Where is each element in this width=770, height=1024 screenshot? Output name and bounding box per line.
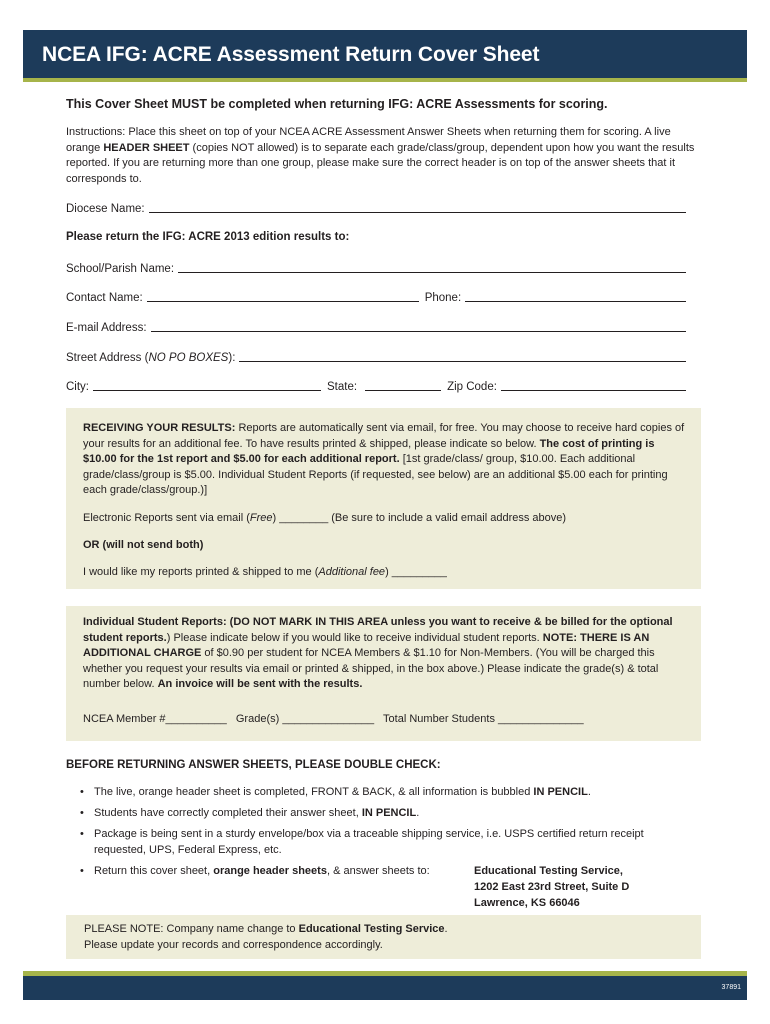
checklist-item: • Return this cover sheet, orange header sheets, & answer sheets to: [80,865,430,877]
individual-reports-panel [66,606,701,741]
email-field-row [66,318,688,334]
form-code: 37891 [721,984,741,991]
street-field-row [66,348,688,364]
contact-field-row [66,288,688,304]
state-label: State: [327,381,358,393]
school-input-line[interactable] [178,272,686,273]
phone-input-line[interactable] [465,301,686,302]
member-grade-count-line[interactable]: NCEA Member #__________ Grade(s) _______________ Total Number Students ______________ [83,713,584,725]
instructions-text-2: (copies NOT allowed) is to separate each grade/class/group, dependent upon how you want the results reported. If you are returning more than one group, please make sure the correct header is on top of the answer sheets that it corresponds to. [66,141,695,185]
checklist-item: • Students have correctly completed their answer sheet, IN PENCIL. [80,807,420,819]
email-label: E-mail Address: [66,322,147,334]
diocese-input-line[interactable] [149,212,686,213]
phone-label: Phone: [424,292,462,304]
header-bar [23,30,747,78]
street-input-line[interactable] [239,361,686,362]
diocese-field-row [66,199,688,215]
city-input-line[interactable] [93,390,321,391]
company-name-note: PLEASE NOTE: Company name change to Educational Testing Service. Please update your records and correspondence accordingly. [66,915,701,959]
state-input-line[interactable] [365,390,441,391]
or-note: OR (will not send both) [83,539,204,551]
street-label: Street Address (NO PO BOXES): [66,352,236,364]
page-title: NCEA IFG: ACRE Assessment Return Cover Sheet [42,43,540,66]
instructions-bold: HEADER SHEET [103,141,190,154]
contact-label: Contact Name: [66,292,143,304]
school-label: School/Parish Name: [66,263,175,275]
receiving-results-text: RECEIVING YOUR RESULTS: Reports are automatically sent via email, for free. You may choose to receive hard copies of your results for an additional fee. To have results printed & shipped, please indicate so below. The cost of printing is $10.00 for the 1st report and $5.00 for each additional report. [1st grade/class/ group, $10.00. Each additional grade/class/group is $5.00. Individual Student Reports (if requested, see below) are an additional $5.00 each for printing each grade/class/group.)] [83,422,685,496]
instructions [66,125,696,187]
zip-label: Zip Code: [447,381,497,393]
electronic-reports-option[interactable]: Electronic Reports sent via email (Free) ________ (Be sure to include a valid email address above) [83,512,567,524]
diocese-label: Diocese Name: [66,203,145,215]
return-address: Educational Testing Service, 1202 East 23rd Street, Suite D Lawrence, KS 66046 [474,865,630,909]
individual-reports-text: Individual Student Reports: (DO NOT MARK IN THIS AREA unless you want to receive & be billed for the optional student reports.) Please indicate below if you would like to receive individual student reports. NOTE: THERE IS AN ADDITIONAL CHARGE of $0.90 per student for NCEA Members & $1.10 for Non-Members. (You will be charged this whether you request your results via email or printed & shipped, in the box above.) Please indicate the grade(s) & total number below. An invoice will be sent with the results. [83,616,673,690]
checklist-item: • The live, orange header sheet is completed, FRONT & BACK, & all information is bubbled IN PENCIL. [80,786,591,798]
instructions-text-1: Instructions: Place this sheet on top of your NCEA ACRE Assessment Answer Sheets when returning them for scoring. A live orange [66,126,671,154]
return-results-heading: Please return the IFG: ACRE 2013 edition results to: [66,231,350,243]
contact-input-line[interactable] [147,301,419,302]
email-input-line[interactable] [151,331,686,332]
lead-statement: This Cover Sheet MUST be completed when returning IFG: ACRE Assessments for scoring. [66,97,608,111]
city-state-zip-row [66,377,688,393]
zip-input-line[interactable] [501,390,686,391]
checklist-item: • Package is being sent in a sturdy envelope/box via a traceable shipping service, i.e. USPS certified return receipt requested, UPS, Federal Express, etc. [80,828,644,856]
printed-reports-option[interactable]: I would like my reports printed & shipped to me (Additional fee) _________ [83,566,447,578]
school-field-row [66,259,688,275]
header-stripe [23,78,747,82]
city-label: City: [66,381,89,393]
footer-bar [23,976,747,1000]
receiving-results-panel [66,408,701,589]
checklist-heading: BEFORE RETURNING ANSWER SHEETS, PLEASE DOUBLE CHECK: [66,759,441,771]
